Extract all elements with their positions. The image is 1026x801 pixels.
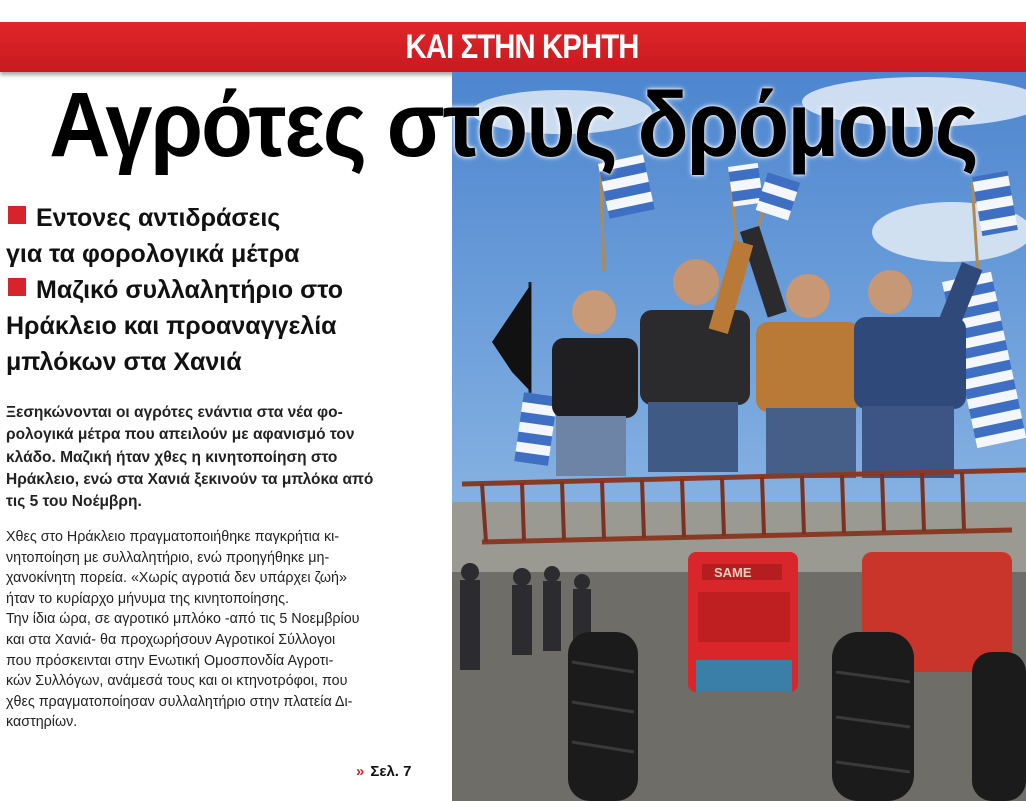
body-text <box>6 527 444 733</box>
red-square-bullet-icon <box>8 206 26 224</box>
news-photo-farmers-on-tractor <box>452 72 1026 801</box>
red-square-bullet-icon <box>8 278 26 296</box>
body-line: κών Συλλόγων, ανάμεσά τους και οι κτηνοτρόφοι, που <box>6 673 348 690</box>
page-reference-label: Σελ. 7 <box>370 763 412 780</box>
headline: Αγρότες στους δρόμους <box>49 74 977 176</box>
tractor-brand-label: SAME <box>714 565 752 580</box>
section-banner <box>0 22 1026 72</box>
lead-line: Ξεσηκώνονται οι αγρότες ενάντια στα νέα φο- <box>6 404 343 421</box>
body-line: που πρόσκεινται στην Ενωτική Ομοσπονδία Αγροτι- <box>6 652 334 669</box>
lead-line: Ηράκλειο, ενώ στα Χανιά ξεκινούν τα μπλόκα από <box>6 470 374 488</box>
section-title: ΚΑΙ ΣΤΗΝ ΚΡΗΤΗ <box>405 28 639 66</box>
lead-line: κλάδο. Μαζική ήταν χθες η κινητοποίηση στο <box>6 448 338 466</box>
double-chevron-icon: » <box>356 763 365 780</box>
body-line: νητοποίηση με συλλαλητήριο, ενώ προηγήθηκε μη- <box>6 549 330 566</box>
lead-paragraph <box>6 402 444 513</box>
bullet-2-line-1: Μαζικό συλλαλητήριο στο <box>6 272 446 308</box>
bullet-2-line-3: μπλόκων στα Χανιά <box>6 348 242 376</box>
body-line: ήταν το κυρίαρχο μήνυμα της κινητοποίησης. <box>6 590 289 607</box>
page-reference-link[interactable] <box>356 763 411 780</box>
lead-line: ρολογικά μέτρα που απειλούν με αφανισμό τον <box>6 426 355 444</box>
body-line: χθες πραγματοποίησαν συλλαλητήριο στην πλατεία Δι- <box>6 693 353 710</box>
bullet-2-line-2: Ηράκλειο και προαναγγελία <box>6 312 337 340</box>
body-line: καστηρίων. <box>6 714 78 731</box>
bullet-1-line-2: για τα φορολογικά μέτρα <box>6 240 300 268</box>
bullet-1-line-1: Εντονες αντιδράσεις <box>6 200 446 236</box>
body-line: Την ίδια ώρα, σε αγροτικό μπλόκο -από τις 5 Νοεμβρίου <box>6 611 360 628</box>
lead-line: τις 5 του Νοέμβρη. <box>6 493 142 511</box>
body-line: και στα Χανιά- θα προχωρήσουν Αγροτικοί Σύλλογοι <box>6 631 336 648</box>
body-line: χανοκίνητη πορεία. «Χωρίς αγροτιά δεν υπάρχει ζωή» <box>6 570 347 587</box>
body-line: Χθες στο Ηράκλειο πραγματοποιήθηκε παγκρήτια κι- <box>6 529 340 545</box>
bullet-points <box>6 200 446 380</box>
